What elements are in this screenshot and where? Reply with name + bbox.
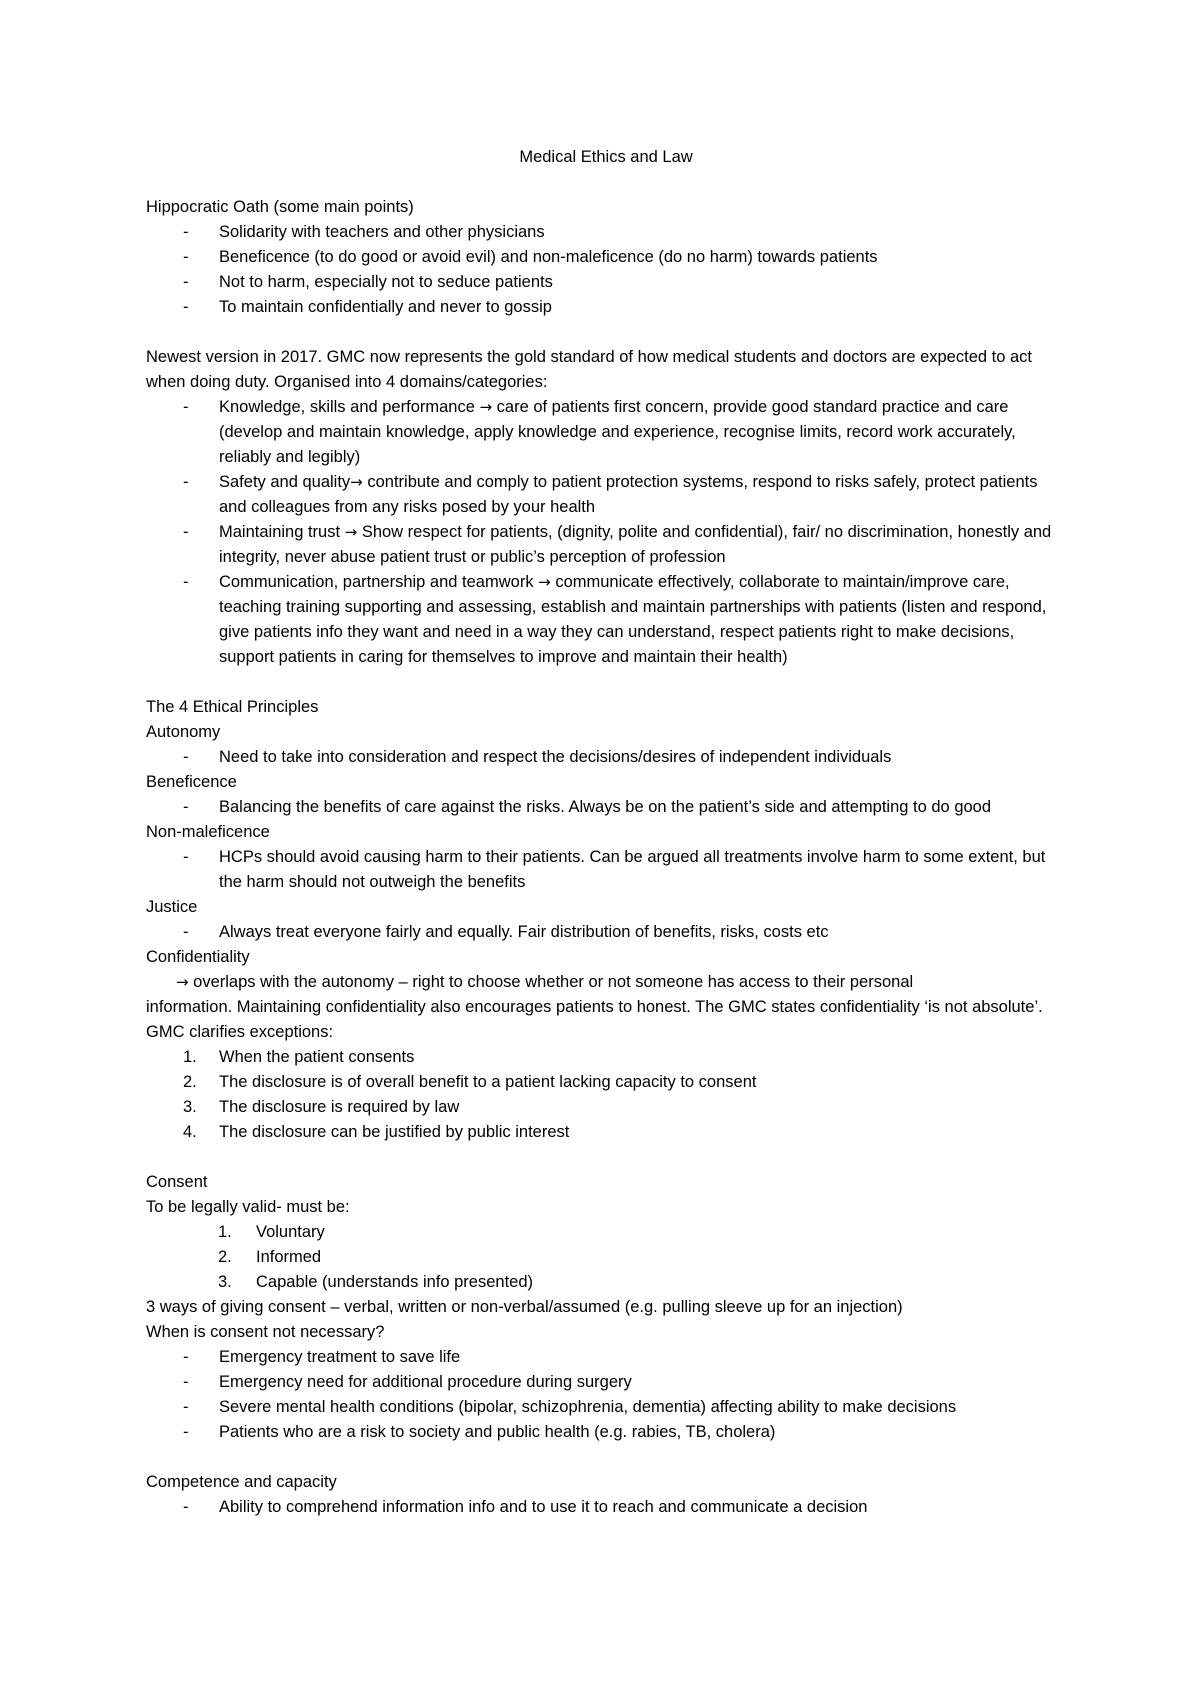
list-item: - Beneficence (to do good or avoid evil) and non-maleficence (do no harm) towards patients — [183, 248, 878, 266]
list-item: 3. Capable (understands info presented) — [218, 1273, 534, 1291]
competence-heading: Competence and capacity — [146, 1473, 337, 1491]
list-item: - To maintain confidentially and never to gossip — [183, 298, 552, 316]
list-item: - HCPs should avoid causing harm to their patients. Can be argued all treatments involve harm to some extent, but the harm should not outweigh the benefits — [183, 848, 1046, 891]
consent-not-needed-list — [146, 1345, 1066, 1445]
beneficence-label: Beneficence — [146, 773, 237, 791]
list-item: - Knowledge, skills and performance → care of patients first concern, provide good standard practice and care (develop and maintain knowledge, apply knowledge and experience, recognise limits, record work accurately, reliably and legibly) — [183, 398, 1016, 466]
list-item: 4. The disclosure can be justified by public interest — [183, 1123, 570, 1141]
consent-heading: Consent — [146, 1173, 208, 1191]
arrow-icon: → — [479, 398, 493, 416]
list-item: 1. When the patient consents — [183, 1048, 415, 1066]
list-item: - Balancing the benefits of care against the risks. Always be on the patient’s side and attempting to do good — [183, 798, 992, 816]
justice-label: Justice — [146, 898, 198, 916]
gmc-intro: Newest version in 2017. GMC now represents the gold standard of how medical students and doctors are expected to act when doing duty. Organised into 4 domains/categories: — [146, 348, 1032, 391]
list-item: - Solidarity with teachers and other physicians — [183, 223, 545, 241]
list-item: - Maintaining trust → Show respect for patients, (dignity, polite and confidential), fair/ no discrimination, honestly and integrity, never abuse patient trust or public’s perception of profession — [183, 523, 1052, 566]
list-item: - Not to harm, especially not to seduce patients — [183, 273, 553, 291]
arrow-icon: → — [344, 523, 358, 541]
arrow-icon: → — [350, 473, 363, 491]
list-item: - Emergency treatment to save life — [183, 1348, 461, 1366]
hippocratic-heading: Hippocratic Oath (some main points) — [146, 198, 414, 216]
list-item: 3. The disclosure is required by law — [183, 1098, 460, 1116]
list-item: - Safety and quality→ contribute and comply to patient protection systems, respond to risks safely, protect patients and colleagues from any risks posed by your health — [183, 473, 1038, 516]
list-item: 1. Voluntary — [218, 1223, 325, 1241]
nonmaleficence-label: Non-maleficence — [146, 823, 270, 841]
list-item: - Always treat everyone fairly and equally. Fair distribution of benefits, risks, costs etc — [183, 923, 829, 941]
hippocratic-list — [146, 220, 1066, 320]
consent-valid-label: To be legally valid- must be: — [146, 1198, 350, 1216]
document-body — [146, 145, 1066, 1520]
confidentiality-text-rest: information. Maintaining confidentiality also encourages patients to honest. The GMC states confidentiality ‘is not absolute’. GMC clarifies exceptions: — [146, 998, 1043, 1041]
autonomy-label: Autonomy — [146, 723, 221, 741]
list-item: - Communication, partnership and teamwork → communicate effectively, collaborate to maintain/improve care, teaching training supporting and assessing, establish and maintain partnerships with patients (listen and respond, give patients info they want and need in a way they can understand, respect patients right to make decisions, support patients in caring for themselves to improve and maintain their health) — [183, 573, 1047, 666]
consent-valid-list — [146, 1220, 1066, 1295]
consent-not-needed-heading: When is consent not necessary? — [146, 1323, 385, 1341]
principles-heading: The 4 Ethical Principles — [146, 698, 319, 716]
consent-ways: 3 ways of giving consent – verbal, written or non-verbal/assumed (e.g. pulling sleeve up for an injection) — [146, 1298, 903, 1316]
document-title: Medical Ethics and Law — [519, 148, 693, 166]
arrow-icon: → — [538, 573, 551, 591]
list-item: - Severe mental health conditions (bipolar, schizophrenia, dementia) affecting ability to make decisions — [183, 1398, 957, 1416]
list-item: - Need to take into consideration and respect the decisions/desires of independent individuals — [183, 748, 892, 766]
list-item: - Emergency need for additional procedure during surgery — [183, 1373, 632, 1391]
gmc-domain-list — [146, 395, 1066, 670]
arrow-icon: → — [176, 973, 189, 991]
list-item: - Patients who are a risk to society and public health (e.g. rabies, TB, cholera) — [183, 1423, 776, 1441]
list-item: 2. Informed — [218, 1248, 322, 1266]
list-item: - Ability to comprehend information info and to use it to reach and communicate a decision — [183, 1498, 868, 1516]
confidentiality-label: Confidentiality — [146, 948, 250, 966]
confidentiality-text-first: → overlaps with the autonomy – right to choose whether or not someone has access to their personal — [176, 973, 914, 991]
confidentiality-exceptions-list — [146, 1045, 1066, 1145]
list-item: 2. The disclosure is of overall benefit to a patient lacking capacity to consent — [183, 1073, 757, 1091]
